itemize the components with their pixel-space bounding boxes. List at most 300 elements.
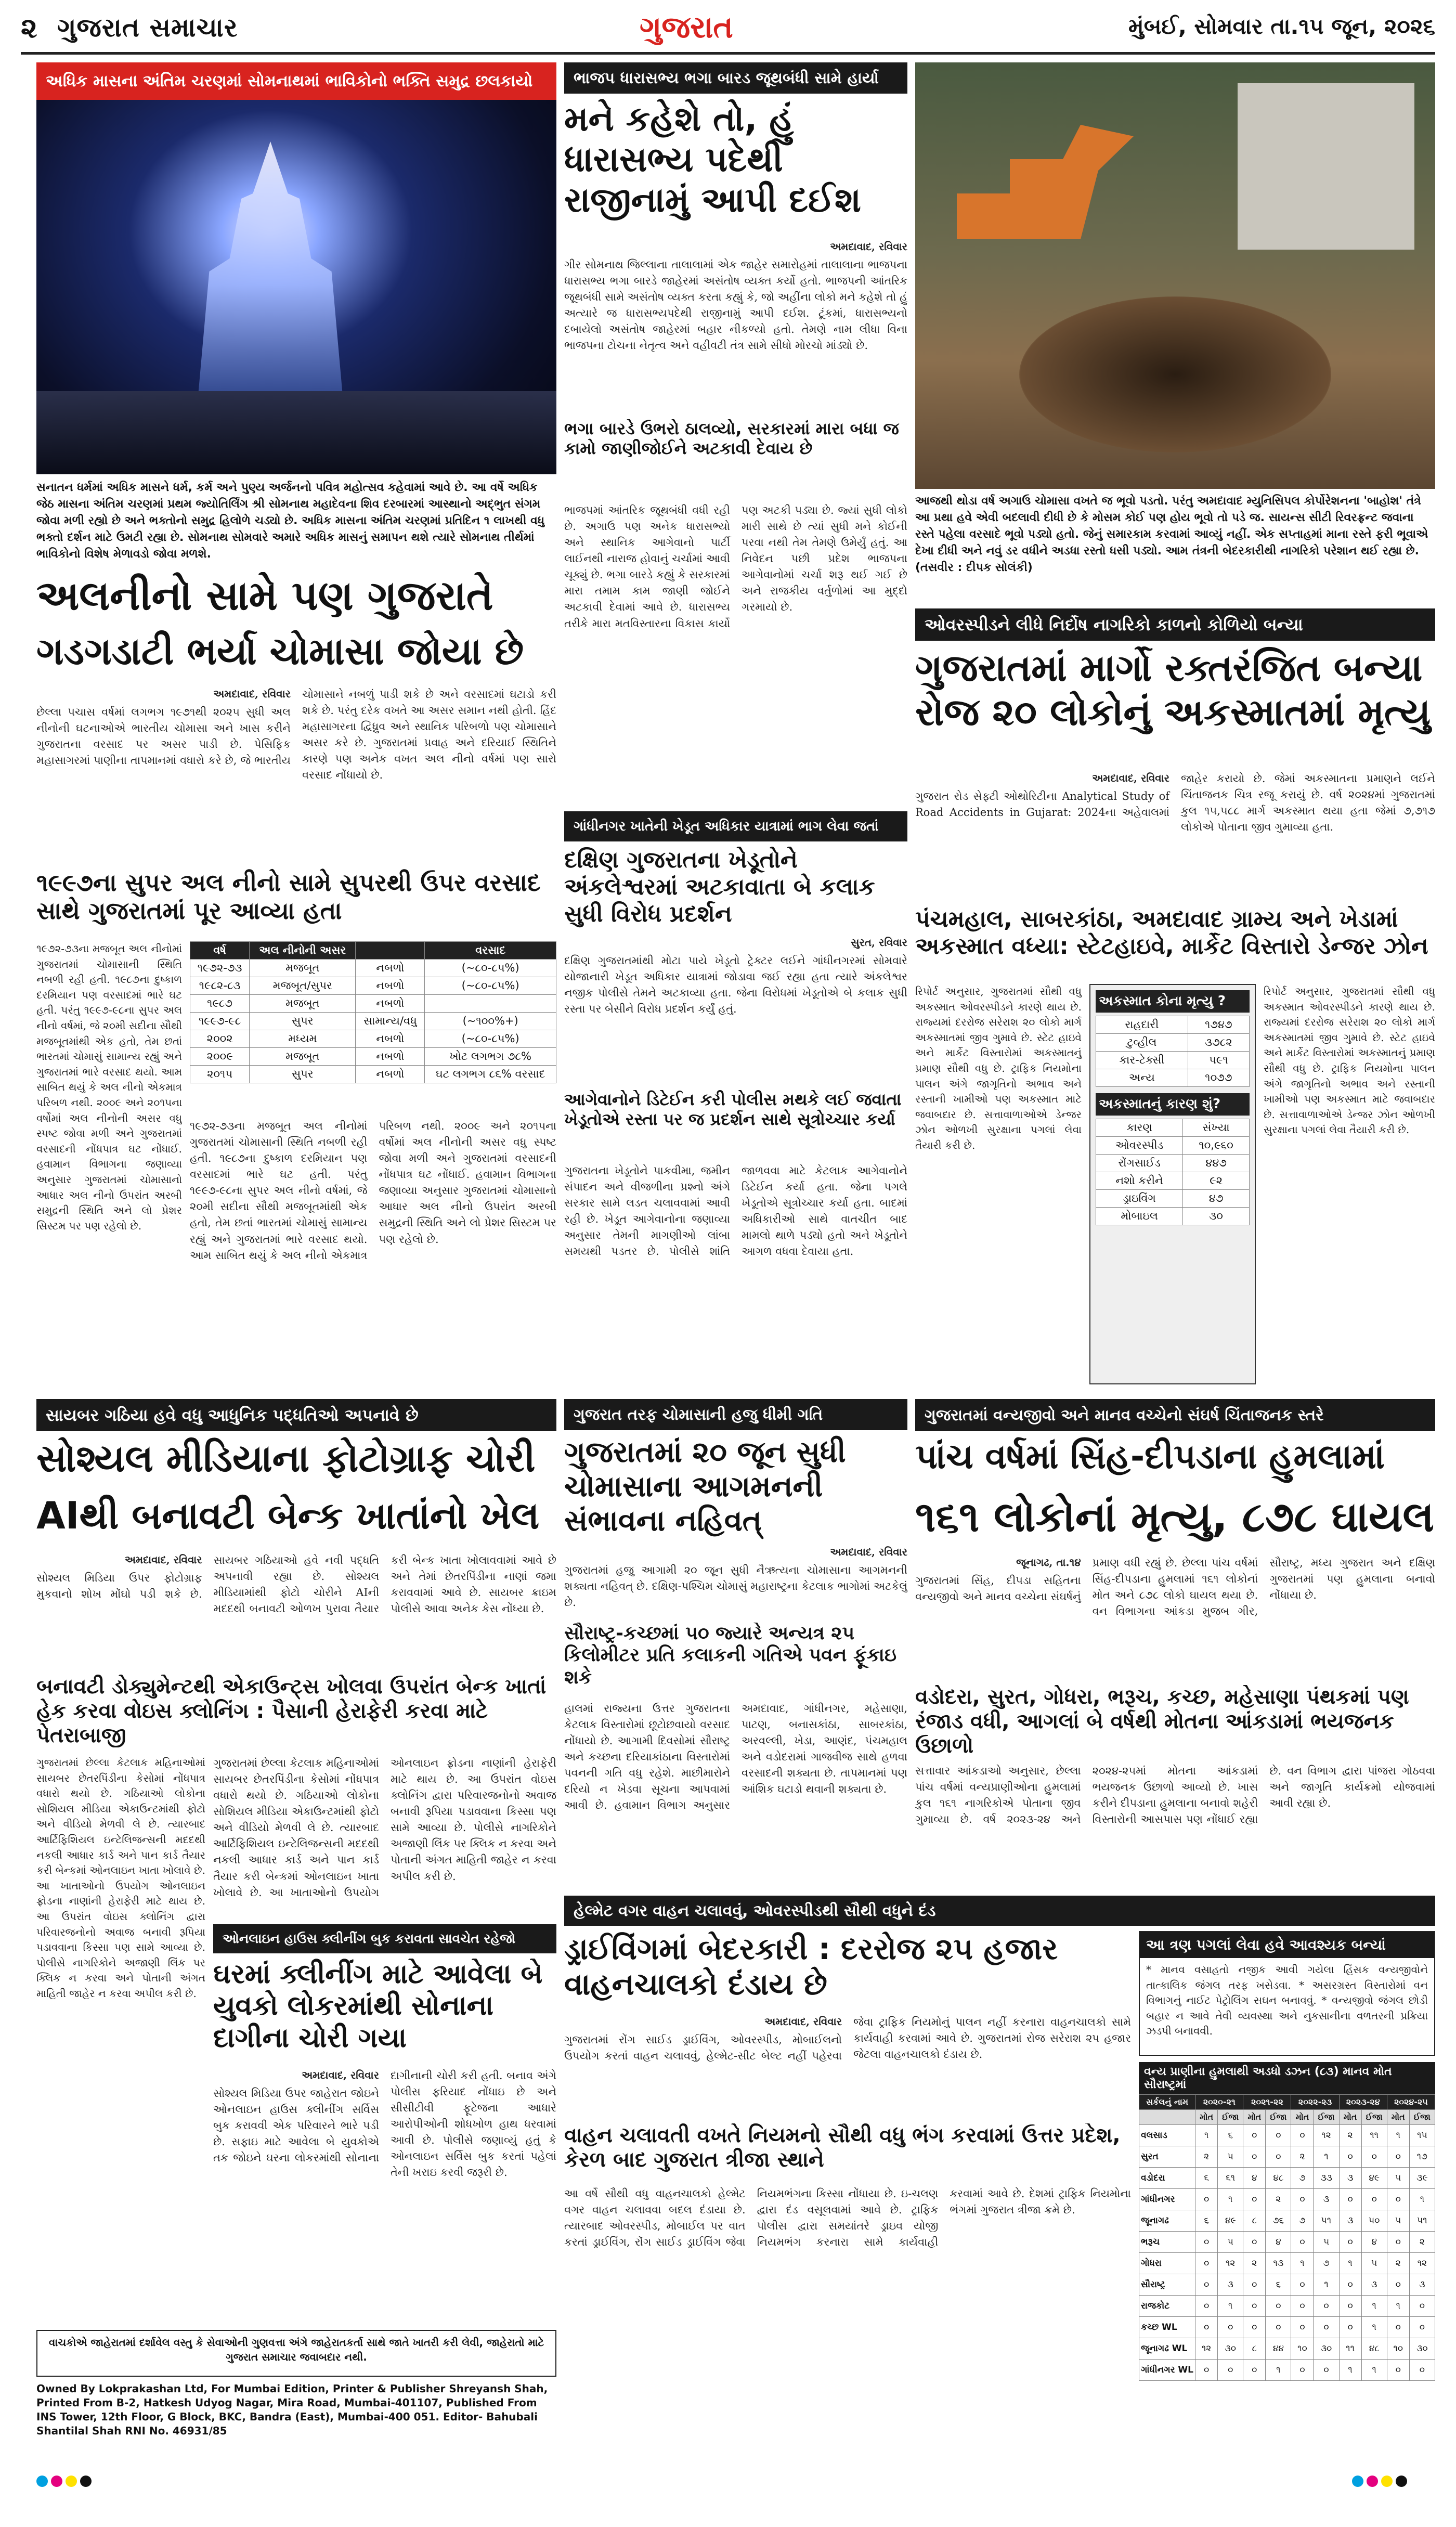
lion-th: ૨૦૨૨-૨૩: [1291, 2095, 1339, 2110]
sinkhole-pit: [1019, 296, 1331, 452]
table-row: [1139, 2146, 1435, 2168]
cyber-body-2: ગુજરાતમાં છેલ્લા કેટલાક મહિનાઓમાં સાયબર છેતરપિંડીના કેસોમાં નોંધપાત્ર વધારો થયો છે. ગઠિયાઓ લોકોના સોશિયલ મીડિયા એકાઉન્ટમાંથી ફોટો અને વીડિયો મેળવી લે છે. ત્યારબાદ આર્ટિફિશિયલ ઇન્ટેલિજન્સની મદદથી નકલી આધાર કાર્ડ અને પાન કાર્ડ તૈયાર કરી બેન્કમાં ઓનલાઇન ખાતા ખોલાવે છે. આ ખાતાઓનો ઉપયોગ ઓનલાઇન ફ્રોડના નાણાંની હેરાફેરી માટે થાય છે. આ ઉપરાંત વોઇસ ક્લોનિંગ દ્વારા પરિવારજનોનો અવાજ બનાવી રૂપિયા પડાવવાના કિસ્સા પણ સામે આવ્યા છે. પોલીસે નાગરિકોને અજાણી લિંક પર ક્લિક ન કરવા અને પોતાની અંગત માહિતી જાહેર ન કરવા અપીલ કરી છે.: [36, 1756, 205, 2000]
count-cell: ૦: [1195, 2189, 1218, 2210]
elnino-th: [356, 942, 425, 960]
count-cell: ૬: [1266, 2274, 1291, 2296]
count-cell: ૬૧: [1218, 2168, 1243, 2189]
count-cell: ૩૯: [1409, 2168, 1435, 2189]
table-row: [1139, 2253, 1435, 2274]
count-cell: ૦: [1387, 2232, 1409, 2253]
elnino-headline-1: અલનીનો સામે પણ ગુજરાતે: [36, 573, 493, 619]
count-cell: ૦: [1243, 2146, 1266, 2168]
count-cell: ૦: [1339, 2146, 1361, 2168]
lion-subhead: વડોદરા, સુરત, ગોધરા, ભરૂચ, કચ્છ, મહેસાણા પંથકમાં પણ રંજાડ વધી, આગલાં બે વર્ષથી મોતના આંકડામાં ભયજનક ઉછાળો: [915, 1685, 1409, 1758]
table-row: [1096, 1069, 1250, 1087]
cyber-body: [36, 1552, 556, 1669]
cell: ૨૦૦૨: [190, 1030, 250, 1048]
table-row: [1096, 1034, 1250, 1052]
elnino-table-grid: [190, 941, 556, 1083]
count-cell: ૧: [1339, 2360, 1361, 2381]
count-cell: ૦: [1387, 2146, 1409, 2168]
cell: નબળો: [356, 995, 425, 1013]
count-cell: ૦: [1195, 2253, 1218, 2274]
circle-name-cell: વલસાડ: [1139, 2125, 1195, 2146]
driving-dateline: અમદાવાદ, રવિવાર: [764, 2015, 842, 2028]
cell: સંખ્યા: [1183, 1119, 1250, 1137]
circle-name-cell: રાજકોટ: [1139, 2296, 1195, 2317]
monsoon-dateline: અમદાવાદ, રવિવાર: [830, 1546, 907, 1558]
cell: અન્ય: [1096, 1069, 1188, 1087]
table-row: [1139, 2338, 1435, 2360]
count-cell: ૧: [1387, 2296, 1409, 2317]
count-cell: ૦: [1314, 2360, 1339, 2381]
table-row: [1096, 1172, 1250, 1190]
count-cell: ૪૮: [1266, 2168, 1291, 2189]
cell: ઓવરસ્પીડ: [1096, 1137, 1183, 1155]
table-row: [1096, 1052, 1250, 1069]
count-cell: ૧: [1339, 2253, 1361, 2274]
count-cell: ૧૨: [1218, 2253, 1243, 2274]
cell: કારણ: [1096, 1119, 1183, 1137]
count-cell: ૦: [1409, 2360, 1435, 2381]
monsoon-body: હાલમાં રાજ્યના ઉત્તર ગુજરાતના કેટલાક વિસ્તારોમાં છૂટોછવાયો વરસાદ નોંધાયો છે. આગામી દિવસોમાં સૌરાષ્ટ્ર અને કચ્છના દરિયાકાંઠાના વિસ્તારોમાં પવનની ગતિ વધુ રહેશે. માછીમારોને દરિયો ન ખેડવા સૂચના આપવામાં આવી છે. હવામાન વિભાગ અનુસાર અમદાવાદ, ગાંધીનગર, મહેસાણા, પાટણ, બનાસકાંઠા, સાબરકાંઠા, અરવલ્લી, ખેડા, આણંદ, પંચમહાલ અને વડોદરામાં ગાજવીજ સાથે હળવા વરસાદની શક્યતા છે. તાપમાનમાં પણ આંશિક ઘટાડો થવાની શક્યતા છે.: [564, 1702, 907, 1812]
count-cell: ૭: [1291, 2210, 1314, 2232]
cell: નબળો: [356, 1048, 425, 1066]
table-row: [1139, 2210, 1435, 2232]
count-cell: ૭૬: [1266, 2210, 1291, 2232]
table-row: [1096, 1208, 1250, 1225]
count-cell: ૦: [1339, 2189, 1361, 2210]
accidents-body-b: રિપોર્ટ અનુસાર, ગુજરાતમાં સૌથી વધુ અકસ્માત ઓવરસ્પીડને કારણે થાય છે. રાજ્યમાં દરરોજ સરેરાશ ૨૦ લોકો માર્ગ અકસ્માતમાં જીવ ગુમાવે છે. સ્ટેટ હાઇવે અને માર્કેટ વિસ્તારોમાં અકસ્માતનું પ્રમાણ સૌથી વધુ છે. ટ્રાફિક નિયમોના પાલન અંગે જાગૃતિનો અભાવ અને રસ્તાની ખામીઓ પણ અકસ્માત માટે જવાબદાર છે. સત્તાવાળાઓએ ડેન્જર ઝોન ઓળખી સુરક્ષાના પગલાં લેવા તૈયારી કરી છે.: [1264, 985, 1435, 1136]
table-row: [1096, 1190, 1250, 1208]
cell: મધ્યમ: [250, 1030, 356, 1048]
lion-headline-2: ૧૬૧ લોકોનાં મૃત્યુ, ૮૭૮ ઘાયલ: [915, 1493, 1435, 1541]
count-cell: ૬: [1218, 2125, 1243, 2146]
lion-table: [1139, 2062, 1435, 2452]
bjp-kicker: ભાજપ ધારાસભ્ય ભગા બારડ જૂથબંધી સામે હાર્યા: [564, 62, 907, 94]
lion-th: સર્કલનું નામ: [1139, 2095, 1195, 2110]
count-cell: ૭: [1314, 2253, 1339, 2274]
cell: (~૮૦-૮૫%): [425, 960, 556, 977]
table-row: [1139, 2296, 1435, 2317]
count-cell: ૮: [1243, 2210, 1266, 2232]
lion-body: [915, 1555, 1435, 1680]
monsoon-kicker: ગુજરાત તરફ ચોમાસાની હજુ ધીમી ગતિ: [564, 1399, 907, 1430]
lion-steps-box: [1139, 1931, 1435, 2056]
count-cell: ૦: [1195, 2317, 1218, 2338]
accidents-lead-text: ગુજરાત રોડ સેફ્ટી ઓથોરિટીના Analytical Study of Road Accidents in Gujarat: 2024ના અહેવાલમાં જાહેર કરાયો છે. જેમાં અકસ્માતના પ્રમાણને લઈને ચિંતાજનક ચિત્ર રજૂ કરાયું છે. વર્ષ ૨૦૨૪માં ગુજરાતમાં કુલ ૧૫,૫૮૮ માર્ગ અકસ્માત થયા હતા જેમાં ૭,૭૧૭ લોકોએ પોતાના જીવ ગુમાવ્યા હતા.: [915, 772, 1435, 834]
table-row: [190, 1013, 556, 1030]
count-cell: ૫: [1361, 2253, 1387, 2274]
count-cell: ૦: [1195, 2296, 1218, 2317]
elnino-body-text: છેલ્લા પચાસ વર્ષમાં લગભગ ૧૯૭૧થી ૨૦૨૫ સુધી અલ નીનોની ઘટનાઓએ ભારતીય ચોમાસા અને ખાસ કરીને ગુજરાતના વરસાદ પર અસર પાડી છે. પેસિફિક મહાસાગરમાં પાણીના તાપમાનમાં વધારો કરે છે, જે ભારતીય ચોમાસાને નબળું પાડી શકે છે અને વરસાદમાં ઘટાડો કરી શકે છે. પરંતુ દરેક વખતે આ અસર સમાન નથી હોતી. હિંદ મહાસાગરના દ્વિધ્રુવ અને સ્થાનિક પરિબળો પણ ચોમાસાને અસર કરે છે. ગુજરાતમાં પ્રવાહ અને દરિયાઈ સ્થિતિને કારણે પણ અનેક વખત અલ નીનો વર્ષમાં પણ સારો વરસાદ નોંધાયો છે.: [36, 688, 556, 782]
cell: ખોટ લગભગ ૭૮%: [425, 1048, 556, 1066]
temple-caption: સનાતન ધર્મમાં અધિક માસને ધર્મ, કર્મ અને પુણ્ય અર્જનનો પવિત્ર મહોત્સવ કહેવામાં આવે છે. આ વર્ષે અધિક જેઠ માસના અંતિમ ચરણમાં પ્રથમ જ્યોતિર્લિંગ શ્રી સોમનાથ મહાદેવના શિવ દરબારમાં આસ્થાનો અદ્ભુત સંગમ જોવા મળી રહ્યો છે અને ભક્તોનો સમુદ્ર હિલોળે ચડ્યો છે. અધિક માસના અંતિમ ચરણમાં પ્રતિદિન ૧ લાખથી વધુ ભક્તો દર્શન માટે ઉમટી રહ્યા છે. સોમનાથ સોમવારે અમારે અધિક માસનું સમાપન થશે ત્યારે સોમનાથ તીર્થમાં ભાવિકોનો વિશેષ મેળાવડો જોવા મળશે.: [36, 481, 545, 561]
count-cell: ૩૦: [1314, 2338, 1339, 2360]
lion-table-body: [1139, 2125, 1435, 2381]
count-cell: ૦: [1291, 2360, 1314, 2381]
temple-photo: [36, 100, 556, 474]
header-rule: [21, 52, 1435, 55]
elnino-th: અલ નીનોની અસર: [250, 942, 356, 960]
count-cell: ૦: [1243, 2125, 1266, 2146]
count-cell: ૦: [1339, 2317, 1361, 2338]
count-cell: ૨: [1339, 2125, 1361, 2146]
count-cell: ૧: [1195, 2125, 1218, 2146]
elnino-table: [190, 941, 556, 1113]
excavator-icon: [957, 125, 1134, 239]
count-cell: ૫: [1314, 2232, 1339, 2253]
cell: [425, 995, 556, 1013]
table-row: [1139, 2232, 1435, 2253]
lion-subheader-cell: [1139, 2110, 1195, 2125]
circle-name-cell: સુરત: [1139, 2146, 1195, 2168]
elnino-body: [36, 686, 556, 863]
count-cell: ૧૦: [1387, 2338, 1409, 2360]
count-cell: ૩: [1218, 2274, 1243, 2296]
count-cell: ૦: [1266, 2125, 1291, 2146]
lion-body-2: સત્તાવાર આંકડાઓ અનુસાર, છેલ્લા પાંચ વર્ષમાં વન્યપ્રાણીઓના હુમલામાં કુલ ૧૬૧ નાગરિકોએ પોતાના જીવ ગુમાવ્યા છે. વર્ષ ૨૦૨૩-૨૪ અને ૨૦૨૪-૨૫માં મોતના આંકડામાં ભયજનક ઉછાળો આવ્યો છે. ખાસ કરીને દીપડાના હુમલાના બનાવો શહેરી વિસ્તારોની આસપાસ પણ નોંધાઈ રહ્યા છે. વન વિભાગ દ્વારા પાંજરા ગોઠવવા અને જાગૃતિ કાર્યક્રમો યોજવામાં આવી રહ્યા છે.: [915, 1765, 1435, 1826]
count-cell: ૦: [1195, 2274, 1218, 2296]
driving-body: આ વર્ષે સૌથી વધુ વાહનચાલકો હેલ્મેટ વગર વાહન ચલાવવા બદલ દંડાયા છે. ત્યારબાદ ઓવરસ્પીડ, મોબાઈલ પર વાત કરતાં ડ્રાઈવિંગ, રોંગ સાઈડ ડ્રાઈવિંગ જેવા નિયમભંગના કિસ્સા નોંધાયા છે. ઇ-ચલણ દ્વારા દંડ વસૂલવામાં આવે છે. ટ્રાફિક પોલીસ દ્વારા સમયાંતરે ડ્રાઇવ યોજી નિયમભંગ કરનારા સામે કાર્યવાહી કરવામાં આવે છે. દેશમાં ટ્રાફિક નિયમોના ભંગમાં ગુજરાત ત્રીજા ક્રમે છે.: [564, 2187, 1131, 2249]
accidents-headline: ગુજરાતમાં માર્ગો રક્તરંજિત બન્યા રોજ ૨૦ લોકોનું અકસ્માતમાં મૃત્યુ: [915, 646, 1431, 734]
page-header: [0, 0, 1456, 52]
count-cell: ૧૨: [1409, 2253, 1435, 2274]
cyber-body-2b: ગુજરાતમાં છેલ્લા કેટલાક મહિનાઓમાં સાયબર છેતરપિંડીના કેસોમાં નોંધપાત્ર વધારો થયો છે. ગઠિયાઓ લોકોના સોશિયલ મીડિયા એકાઉન્ટમાંથી ફોટો અને વીડિયો મેળવી લે છે. ત્યારબાદ આર્ટિફિશિયલ ઇન્ટેલિજન્સની મદદથી નકલી આધાર કાર્ડ અને પાન કાર્ડ તૈયાર કરી બેન્કમાં ઓનલાઇન ખાતા ખોલાવે છે. આ ખાતાઓનો ઉપયોગ ઓનલાઇન ફ્રોડના નાણાંની હેરાફેરી માટે થાય છે. આ ઉપરાંત વોઇસ ક્લોનિંગ દ્વારા પરિવારજનોનો અવાજ બનાવી રૂપિયા પડાવવાના કિસ્સા પણ સામે આવ્યા છે. પોલીસે નાગરિકોને અજાણી લિંક પર ક્લિક ન કરવા અને પોતાની અંગત માહિતી જાહેર ન કરવા અપીલ કરી છે.: [213, 1757, 556, 1899]
cell: ૨૦૦૯: [190, 1048, 250, 1066]
circle-name-cell: ગાંધીનગર WL: [1139, 2360, 1195, 2381]
cyber-headline-1: સોશ્યલ મીડિયાના ફોટોગ્રાફ ચોરી: [36, 1436, 536, 1480]
accidents-box: [1089, 984, 1256, 1384]
cell: કાર-ટેક્સી: [1096, 1052, 1188, 1069]
table-row: [1139, 2168, 1435, 2189]
cell: ૧૯૯૭-૯૮: [190, 1013, 250, 1030]
count-cell: ૦: [1243, 2296, 1266, 2317]
lion-subheader-cell: ઈજા: [1361, 2110, 1387, 2125]
cell: ઘટ લગભગ ૮૬% વરસાદ: [425, 1066, 556, 1083]
table-row: [1139, 2317, 1435, 2338]
count-cell: ૦: [1291, 2274, 1314, 2296]
count-cell: ૦: [1218, 2317, 1243, 2338]
lion-dateline: જૂનાગઢ, તા.૧૪: [1016, 1556, 1081, 1569]
count-cell: ૮: [1243, 2338, 1266, 2360]
circle-name-cell: ભરૂચ: [1139, 2232, 1195, 2253]
table-row: [1139, 2125, 1435, 2146]
accidents-lead: [915, 771, 1435, 901]
driving-subhead: વાહન ચલાવતી વખતે નિયમનો સૌથી વધુ ભંગ કરવામાં ઉત્તર પ્રદેશ, કેરળ બાદ ગુજરાત ત્રીજા સ્થાને: [564, 2123, 1121, 2172]
count-cell: ૩૩: [1314, 2168, 1339, 2189]
cell: રોંગસાઈડ: [1096, 1155, 1183, 1172]
cleaning-body-text: સોશ્યલ મિડિયા ઉપર જાહેરાત જોઇને ઓનલાઇન હાઉસ ક્લીનીંગ સર્વિસ બુક કરાવવી એક પરિવારને ભારે પડી છે. સફાઇ માટે આવેલા બે યુવકોએ તક જોઇને ઘરના લોકરમાંથી સોનાના દાગીનાની ચોરી કરી હતી. બનાવ અંગે પોલીસ ફરિયાદ નોંધાઇ છે અને સીસીટીવી ફૂટેજના આધારે આરોપીઓની શોધખોળ હાથ ધરવામાં આવી છે. પોલીસે જણાવ્યું હતું કે ઓનલાઇન સર્વિસ બુક કરતાં પહેલાં તેની ખરાઇ કરવી જરૂરી છે.: [213, 2069, 556, 2179]
count-cell: ૧૧: [1339, 2338, 1361, 2360]
ad-notice-text: વાચકોએ જાહેરાતમાં દર્શાવેલ વસ્તુ કે સેવાઓની ગુણવત્તા અંગે જાહેરાતકર્તા સાથે જાતે ખાતરી કરી લેવી, જાહેરાતો માટે ગુજરાત સમાચાર જવાબદાર નથી.: [48, 2336, 544, 2363]
count-cell: ૫૦: [1361, 2210, 1387, 2232]
count-cell: ૦: [1266, 2146, 1291, 2168]
elnino-subhead: ૧૯૯૭ના સુપર અલ નીનો સામે સુપરથી ઉપર વરસાદ સાથે ગુજરાતમાં પૂર આવ્યા હતા: [36, 869, 541, 925]
count-cell: ૧: [1291, 2253, 1314, 2274]
cell: (~૮૦-૮૫%): [425, 1030, 556, 1048]
count-cell: ૧: [1361, 2360, 1387, 2381]
bjp-subhead: ભગા બારડે ઉભરો ઠાલવ્યો, સરકારમાં મારા બધા જ કામો જાણીજોઈને અટકાવી દેવાય છે: [564, 419, 899, 458]
count-cell: ૦: [1339, 2232, 1361, 2253]
cell: (~૧૦૦%+): [425, 1013, 556, 1030]
table-row: [1096, 1137, 1250, 1155]
count-cell: ૦: [1291, 2317, 1314, 2338]
count-cell: ૭: [1291, 2168, 1314, 2189]
count-cell: ૦: [1361, 2189, 1387, 2210]
count-cell: ૦: [1361, 2146, 1387, 2168]
paper-name: ગુજરાત સમાચાર: [57, 12, 238, 43]
count-cell: ૨: [1266, 2189, 1291, 2210]
gandhinagar-body-2: ગુજરાતના ખેડૂતોને પાકવીમા, જમીન સંપાદન અને વીજળીના પ્રશ્નો અંગે સરકાર સામે લડત ચલાવવામાં આવી રહી છે. ખેડૂત આગેવાનોના જણાવ્યા અનુસાર તેમની માગણીઓ લાંબા સમયથી પડતર છે. પોલીસે શાંતિ જાળવવા માટે કેટલાક આગેવાનોને ડિટેઈન કર્યા હતા. જેના પગલે ખેડૂતોએ સૂત્રોચ્ચાર કર્યા હતા. બાદમાં અધિકારીઓ સાથે વાતચીત બાદ મામલો થાળે પડ્યો હતો અને ખેડૂતોને આગળ વધવા દેવાયા હતા.: [564, 1164, 907, 1258]
page-number: ૨: [21, 11, 37, 44]
monsoon-headline: ગુજરાતમાં ૨૦ જૂન સુધી ચોમાસાના આગમનની સંભાવના નહિવત્: [564, 1435, 846, 1538]
driving-lead: [564, 2014, 1131, 2118]
count-cell: ૦: [1195, 2232, 1218, 2253]
count-cell: ૦: [1291, 2125, 1314, 2146]
count-cell: ૧: [1218, 2189, 1243, 2210]
count-cell: ૫૧: [1314, 2210, 1339, 2232]
lion-table-grid: [1139, 2094, 1435, 2381]
monsoon-subhead: સૌરાષ્ટ્ર-કચ્છમાં ૫૦ જ્યારે અન્યત્ર ૨૫ કિલોમીટર પ્રતિ કલાકની ગતિએ પવન ફૂંકાઇ શકે: [564, 1623, 897, 1688]
lion-subheader-cell: ઈજા: [1266, 2110, 1291, 2125]
accidents-kicker: ઓવરસ્પીડને લીધે નિર્દોષ નાગરિકો કાળનો કોળિયો બન્યા: [915, 608, 1435, 641]
table-row: [190, 995, 556, 1013]
count-cell: ૦: [1409, 2317, 1435, 2338]
count-cell: ૦: [1218, 2360, 1243, 2381]
table-row: [190, 960, 556, 977]
table-row: [190, 1030, 556, 1048]
count-cell: ૬: [1195, 2210, 1218, 2232]
count-cell: ૨: [1243, 2253, 1266, 2274]
count-cell: ૦: [1291, 2232, 1314, 2253]
count-cell: ૧૩: [1266, 2253, 1291, 2274]
count-cell: ૫: [1218, 2232, 1243, 2253]
cell: ૧૭૪૭: [1188, 1016, 1249, 1034]
lion-th: ૨૦૨૩-૨૪: [1339, 2095, 1387, 2110]
count-cell: ૧૭: [1409, 2146, 1435, 2168]
print-registration-marks: [36, 2476, 95, 2489]
count-cell: ૦: [1243, 2189, 1266, 2210]
count-cell: ૧: [1266, 2360, 1291, 2381]
lion-subheader-cell: ઈજા: [1218, 2110, 1243, 2125]
circle-name-cell: ગોધરા: [1139, 2253, 1195, 2274]
elnino-body-2b: ૧૯૭૨-૭૩ના મજબૂત અલ નીનોમાં ગુજરાતમાં ચોમાસાની સ્થિતિ નબળી રહી હતી. ૧૯૮૭ના દુષ્કાળ દરમિયાન પણ વરસાદમાં ભારે ઘટ હતી. પરંતુ ૧૯૯૭-૯૮ના સુપર અલ નીનો વર્ષમાં, જે ૨૦મી સદીના સૌથી મજબૂતમાંથી એક હતો, તેમ છતાં ભારતમાં ચોમાસું સામાન્ય રહ્યું અને ગુજરાતમાં ભારે વરસાદ થયો. આમ સાબિત થયું કે અલ નીનો એકમાત્ર પરિબળ નથી. ૨૦૦૯ અને ૨૦૧૫ના વર્ષોમાં અલ નીનોની અસર વધુ સ્પષ્ટ જોવા મળી અને ગુજરાતમાં વરસાદની નોંધપાત્ર ઘટ નોંધાઈ. હવામાન વિભાગના જણાવ્યા અનુસાર ગુજરાતમાં ચોમાસાનો આધાર અલ નીનો ઉપરાંત અરબી સમુદ્રની સ્થિતિ અને લો પ્રેશર સિસ્ટમ પર પણ રહેલો છે.: [190, 1120, 556, 1262]
count-cell: ૧: [1314, 2274, 1339, 2296]
driving-lead-text: ગુજરાતમાં રોંગ સાઈડ ડ્રાઈવિંગ, ઓવરસ્પીડ, મોબાઈલનો ઉપયોગ કરતાં વાહન ચલાવવું, હેલ્મેટ-સીટ બેલ્ટ નહીં પહેરવા જેવા ટ્રાફિક નિયમોનું પાલન નહીં કરનારા વાહનચાલકો સામે કાર્યવાહી કરવામાં આવે છે. ગુજરાતમાં રોજ સરેરાશ ૨૫ હજાર જેટલા વાહનચાલકો દંડાય છે.: [564, 2016, 1131, 2062]
count-cell: ૩: [1361, 2274, 1387, 2296]
count-cell: ૧૨: [1314, 2125, 1339, 2146]
lion-subheader-cell: મોત: [1339, 2110, 1361, 2125]
count-cell: ૧૦: [1291, 2338, 1314, 2360]
count-cell: ૩૦: [1409, 2338, 1435, 2360]
count-cell: ૦: [1291, 2296, 1314, 2317]
table-row: [1139, 2360, 1435, 2381]
count-cell: ૨: [1409, 2232, 1435, 2253]
cell: નબળો: [356, 1030, 425, 1048]
cell: નબળો: [356, 1066, 425, 1083]
building-icon: [1238, 83, 1414, 250]
gandhinagar-headline: દક્ષિણ ગુજરાતના ખેડૂતોને અંકલેશ્વરમાં અટકાવાતા બે કલાક સુધી વિરોધ પ્રદર્શન: [564, 847, 875, 927]
count-cell: ૦: [1387, 2274, 1409, 2296]
cell: ૪૪૭: [1183, 1155, 1250, 1172]
count-cell: ૧૧: [1361, 2125, 1387, 2146]
count-cell: ૬: [1195, 2168, 1218, 2189]
count-cell: ૪૪: [1266, 2338, 1291, 2360]
table-row: [1139, 2110, 1435, 2125]
cell: મજબૂત: [250, 995, 356, 1013]
count-cell: ૧: [1218, 2296, 1243, 2317]
table-row: [190, 1066, 556, 1083]
cell: ૪૭: [1183, 1190, 1250, 1208]
cell: સામાન્ય/વધુ: [356, 1013, 425, 1030]
cell: ૧૯૭૨-૭૩: [190, 960, 250, 977]
cell: મોબાઇલ: [1096, 1208, 1183, 1225]
cell: નબળો: [356, 977, 425, 995]
cleaning-dateline: અમદાવાદ, રવિવાર: [302, 2069, 379, 2081]
ad-notice: [36, 2330, 556, 2377]
count-cell: ૦: [1243, 2232, 1266, 2253]
elnino-headline-2: ગડગડાટી ભર્યા ચોમાસા જોયા છે: [36, 629, 524, 673]
count-cell: ૪૮: [1361, 2338, 1387, 2360]
driving-headline: ડ્રાઈવિંગમાં બેદરકારી : દરરોજ ૨૫ હજાર વાહનચાલકો દંડાય છે: [564, 1931, 1058, 2002]
lion-th: ૨૦૨૦-૨૧: [1195, 2095, 1243, 2110]
circle-name-cell: કચ્છ WL: [1139, 2317, 1195, 2338]
count-cell: ૫૧: [1409, 2210, 1435, 2232]
count-cell: ૩: [1314, 2189, 1339, 2210]
imprint: Owned By Lokprakashan Ltd, For Mumbai Edition, Printer & Publisher Shreyansh Shah, Printed From B-2, Hatkesh Udyog Nagar, Mira Road, Mumbai-401107, Published From INS Tower, 12th Floor, G Block, BKC, Bandra (East), Mumbai-400 051. Editor- Bahubali Shantilal Shah RNI No. 46931/85: [36, 2382, 548, 2437]
cyber-dateline: અમદાવાદ, રવિવાર: [124, 1553, 202, 1566]
cell: સુપર: [250, 1066, 356, 1083]
count-cell: ૧: [1361, 2317, 1387, 2338]
table-row: [1139, 2274, 1435, 2296]
count-cell: ૦: [1314, 2317, 1339, 2338]
monsoon-lead-text: ગુજરાતમાં હજુ આગામી ૨૦ જૂન સુધી નૈઋત્યના ચોમાસાના આગમનની શક્યતા નહિવત્ છે. દક્ષિણ-પશ્ચિમ ચોમાસું મહારાષ્ટ્રના કેટલાક ભાગોમાં અટકેલું છે.: [564, 1563, 907, 1609]
count-cell: ૦: [1266, 2317, 1291, 2338]
count-cell: ૫: [1387, 2168, 1409, 2189]
cell: ૨૦૧૫: [190, 1066, 250, 1083]
count-cell: ૨: [1195, 2146, 1218, 2168]
temple-spire-icon: [198, 141, 343, 401]
cell: ૧૯૮૭: [190, 995, 250, 1013]
page-dateline: મુંબઈ, સોમવાર તા.૧૫ જૂન, ૨૦૨૬: [1128, 14, 1435, 39]
count-cell: ૧: [1361, 2296, 1387, 2317]
count-cell: ૦: [1195, 2360, 1218, 2381]
cell: નશો કરીને: [1096, 1172, 1183, 1190]
cell: મજબૂત: [250, 960, 356, 977]
cell: ૧૦૭૭: [1188, 1069, 1249, 1087]
count-cell: ૦: [1387, 2189, 1409, 2210]
count-cell: ૧: [1387, 2125, 1409, 2146]
gandhinagar-kicker: ગાંધીનગર ખાતેની ખેડૂત અધિકાર યાત્રામાં ભાગ લેવા જતાં: [564, 811, 907, 841]
lion-subheader-cell: ઈજા: [1409, 2110, 1435, 2125]
table-row: [1139, 2189, 1435, 2210]
lion-kicker: ગુજરાતમાં વન્યજીવો અને માનવ વચ્ચેનો સંઘર્ષ ચિંતાજનક સ્તરે: [915, 1399, 1435, 1431]
cell: ૩૭૮૨: [1188, 1034, 1249, 1052]
count-cell: ૦: [1339, 2296, 1361, 2317]
section-title: ગુજરાત: [640, 9, 733, 45]
count-cell: ૩: [1339, 2210, 1361, 2232]
lion-steps-title: આ ત્રણ પગલાં લેવા હવે આવશ્યક બન્યાં: [1140, 1932, 1434, 1958]
count-cell: ૨: [1387, 2253, 1409, 2274]
count-cell: ૦: [1243, 2360, 1266, 2381]
circle-name-cell: વડોદરા: [1139, 2168, 1195, 2189]
count-cell: ૪: [1361, 2232, 1387, 2253]
lion-th: ૨૦૨૧-૨૨: [1243, 2095, 1291, 2110]
lion-subheader-cell: મોત: [1387, 2110, 1409, 2125]
cell: ૫૯૧: [1188, 1052, 1249, 1069]
cell: ૩૦: [1183, 1208, 1250, 1225]
count-cell: ૦: [1387, 2360, 1409, 2381]
count-cell: ૩૦: [1218, 2338, 1243, 2360]
circle-name-cell: ગાંધીનગર: [1139, 2189, 1195, 2210]
lion-th: ૨૦૨૪-૨૫: [1387, 2095, 1435, 2110]
gandhinagar-dateline: સુરત, રવિવાર: [851, 936, 907, 949]
accidents-box-title: અકસ્માતનું કારણ શું?: [1096, 1093, 1250, 1116]
count-cell: ૦: [1243, 2317, 1266, 2338]
table-row: [1096, 1155, 1250, 1172]
elnino-dateline: અમદાવાદ, રવિવાર: [213, 688, 291, 700]
table-row: [190, 1048, 556, 1066]
circle-name-cell: જૂનાગઢ: [1139, 2210, 1195, 2232]
sinkhole-photo: [915, 62, 1435, 489]
lion-headline-1: પાંચ વર્ષમાં સિંહ-દીપડાના હુમલામાં: [915, 1436, 1385, 1476]
accidents-dateline: અમદાવાદ, રવિવાર: [1092, 772, 1169, 784]
cell: ૧૯૮૨-૮૩: [190, 977, 250, 995]
elnino-body-2a: ૧૯૭૨-૭૩ના મજબૂત અલ નીનોમાં ગુજરાતમાં ચોમાસાની સ્થિતિ નબળી રહી હતી. ૧૯૮૭ના દુષ્કાળ દરમિયાન પણ વરસાદમાં ભારે ઘટ હતી. પરંતુ ૧૯૯૭-૯૮ના સુપર અલ નીનો વર્ષમાં, જે ૨૦મી સદીના સૌથી મજબૂતમાંથી એક હતો, તેમ છતાં ભારતમાં ચોમાસું સામાન્ય રહ્યું અને ગુજરાતમાં ભારે વરસાદ થયો. આમ સાબિત થયું કે અલ નીનો એકમાત્ર પરિબળ નથી. ૨૦૦૯ અને ૨૦૧૫ના વર્ષોમાં અલ નીનોની અસર વધુ સ્પષ્ટ જોવા મળી અને ગુજરાતમાં વરસાદની નોંધપાત્ર ઘટ નોંધાઈ. હવામાન વિભાગના જણાવ્યા અનુસાર ગુજરાતમાં ચોમાસાનો આધાર અલ નીનો ઉપરાંત અરબી સમુદ્રની સ્થિતિ અને લો પ્રેશર સિસ્ટમ પર પણ રહેલો છે.: [36, 942, 182, 1232]
cell: સુપર: [250, 1013, 356, 1030]
count-cell: ૦: [1243, 2274, 1266, 2296]
count-cell: ૧૫: [1409, 2125, 1435, 2146]
count-cell: ૪: [1266, 2232, 1291, 2253]
accidents-body-a: રિપોર્ટ અનુસાર, ગુજરાતમાં સૌથી વધુ અકસ્માત ઓવરસ્પીડને કારણે થાય છે. રાજ્યમાં દરરોજ સરેરાશ ૨૦ લોકો માર્ગ અકસ્માતમાં જીવ ગુમાવે છે. સ્ટેટ હાઇવે અને માર્કેટ વિસ્તારોમાં અકસ્માતનું પ્રમાણ સૌથી વધુ છે. ટ્રાફિક નિયમોના પાલન અંગે જાગૃતિનો અભાવ અને રસ્તાની ખામીઓ પણ અકસ્માત માટે જવાબદાર છે. સત્તાવાળાઓએ ડેન્જર ઝોન ઓળખી સુરક્ષાના પગલાં લેવા તૈયારી કરી છે.: [915, 985, 1082, 1151]
cell: ૯૨: [1183, 1172, 1250, 1190]
count-cell: ૫: [1218, 2146, 1243, 2168]
count-cell: ૧: [1409, 2189, 1435, 2210]
driving-kicker: હેલ્મેટ વગર વાહન ચલાવવું, ઓવરસ્પીડથી સૌથી વધુને દંડ: [564, 1896, 1435, 1926]
count-cell: ૧૨: [1195, 2338, 1218, 2360]
lion-subheader-cell: મોત: [1195, 2110, 1218, 2125]
count-cell: ૦: [1266, 2296, 1291, 2317]
count-cell: ૦: [1409, 2296, 1435, 2317]
cleaning-headline: ઘરમાં ક્લીનીંગ માટે આવેલા બે યુવકો લોકરમાંથી સોનાના દાગીના ચોરી ગયા: [213, 1959, 543, 2054]
gandhinagar-body-text: દક્ષિણ ગુજરાતમાંથી મોટા પાયે ખેડૂતો ટ્રેક્ટર લઈને ગાંધીનગરમાં સોમવારે યોજાનારી ખેડૂત અધિકાર યાત્રામાં જોડાવા જઈ રહ્યા હતા ત્યારે અંકલેશ્વર નજીક પોલીસે તેમને અટકાવ્યા હતા. જેના વિરોધમાં ખેડૂતોએ બે કલાક સુધી રસ્તા પર બેસીને વિરોધ પ્રદર્શન કર્યું હતું.: [564, 954, 907, 1015]
cyber-body-text: સોશ્યલ મિડિયા ઉપર ફોટોગ્રાફ મુકવાનો શોખ મોંઘો પડી શકે છે. સાયબર ગઠિયાઓ હવે નવી પદ્ધતિ અપનાવી રહ્યા છે. સોશ્યલ મીડિયામાંથી ફોટો ચોરીને AIની મદદથી બનાવટી ઓળખ પુરાવા તૈયાર કરી બેન્ક ખાતા ખોલાવવામાં આવે છે અને તેમાં છેતરપિંડીના નાણાં જમા કરાવવામાં આવે છે. સાયબર ક્રાઇમ પોલીસે આવા અનેક કેસ નોંધ્યા છે.: [36, 1554, 556, 1615]
cyber-subhead: બનાવટી ડોક્યુમેન્ટથી એકાઉન્ટ્સ ખોલવા ઉપરાંત બેન્ક ખાતાં હેક કરવા વોઇસ ક્લોનિંગ : પૈસાની હેરાફેરી કરવા માટે પેતરાબાજી: [36, 1675, 547, 1747]
count-cell: ૪૯: [1361, 2168, 1387, 2189]
cleaning-kicker: ઓનલાઇન હાઉસ ક્લીનીંગ બુક કરાવતા સાવચેત રહેજો: [213, 1924, 556, 1953]
cyber-kicker: સાયબર ગઠિયા હવે વધુ આધુનિક પદ્ધતિઓ અપનાવે છે: [36, 1399, 556, 1431]
crowd-icon: [36, 391, 556, 474]
lion-subheader-cell: ઈજા: [1314, 2110, 1339, 2125]
lion-table-title: વન્ય પ્રાણીના હુમલાથી અડધો ડઝન (૮૩) માનવ મોત સૌરાષ્ટ્રમાં: [1139, 2062, 1435, 2094]
table-row: [1096, 1119, 1250, 1137]
causes-table: [1096, 1119, 1250, 1225]
count-cell: ૦: [1291, 2189, 1314, 2210]
count-cell: ૧: [1314, 2146, 1339, 2168]
lion-subheader-cell: મોત: [1291, 2110, 1314, 2125]
cell: રાહદારી: [1096, 1016, 1188, 1034]
cell: નબળો: [356, 960, 425, 977]
elnino-th: વર્ષ: [190, 942, 250, 960]
count-cell: ૪: [1243, 2168, 1266, 2189]
cell: ટુવ્હીલ: [1096, 1034, 1188, 1052]
accidents-box-title-2: અકસ્માત કોના મૃત્યુ ?: [1096, 990, 1250, 1013]
gandhinagar-body: [564, 935, 907, 1086]
bjp-body: ભાજપમાં આંતરિક જૂથબંધી વધી રહી છે. અગાઉ પણ અનેક ધારાસભ્યો અને સ્થાનિક આગેવાનો પાર્ટી લાઈનથી નારાજ હોવાનું ચર્ચામાં આવી ચૂક્યું છે. ભગા બારડે કહ્યું કે સરકારમાં મારા તમામ કામ જાણી જોઈને અટકાવી દેવામાં આવે છે. ધારાસભ્ય તરીકે મારા મતવિસ્તારના વિકાસ કાર્યો પણ અટકી પડ્યા છે. જ્યાં સુધી લોકો મારી સાથે છે ત્યાં સુધી મને કોઈની પરવા નથી તેમ તેમણે ઉમેર્યું હતું. આ નિવેદન પછી પ્રદેશ ભાજપના આગેવાનોમાં ચર્ચા શરૂ થઈ ગઈ છે અને રાજકીય વર્તુળોમાં આ મુદ્દો ગરમાયો છે.: [564, 504, 907, 630]
count-cell: ૨: [1291, 2146, 1314, 2168]
table-row: [190, 977, 556, 995]
